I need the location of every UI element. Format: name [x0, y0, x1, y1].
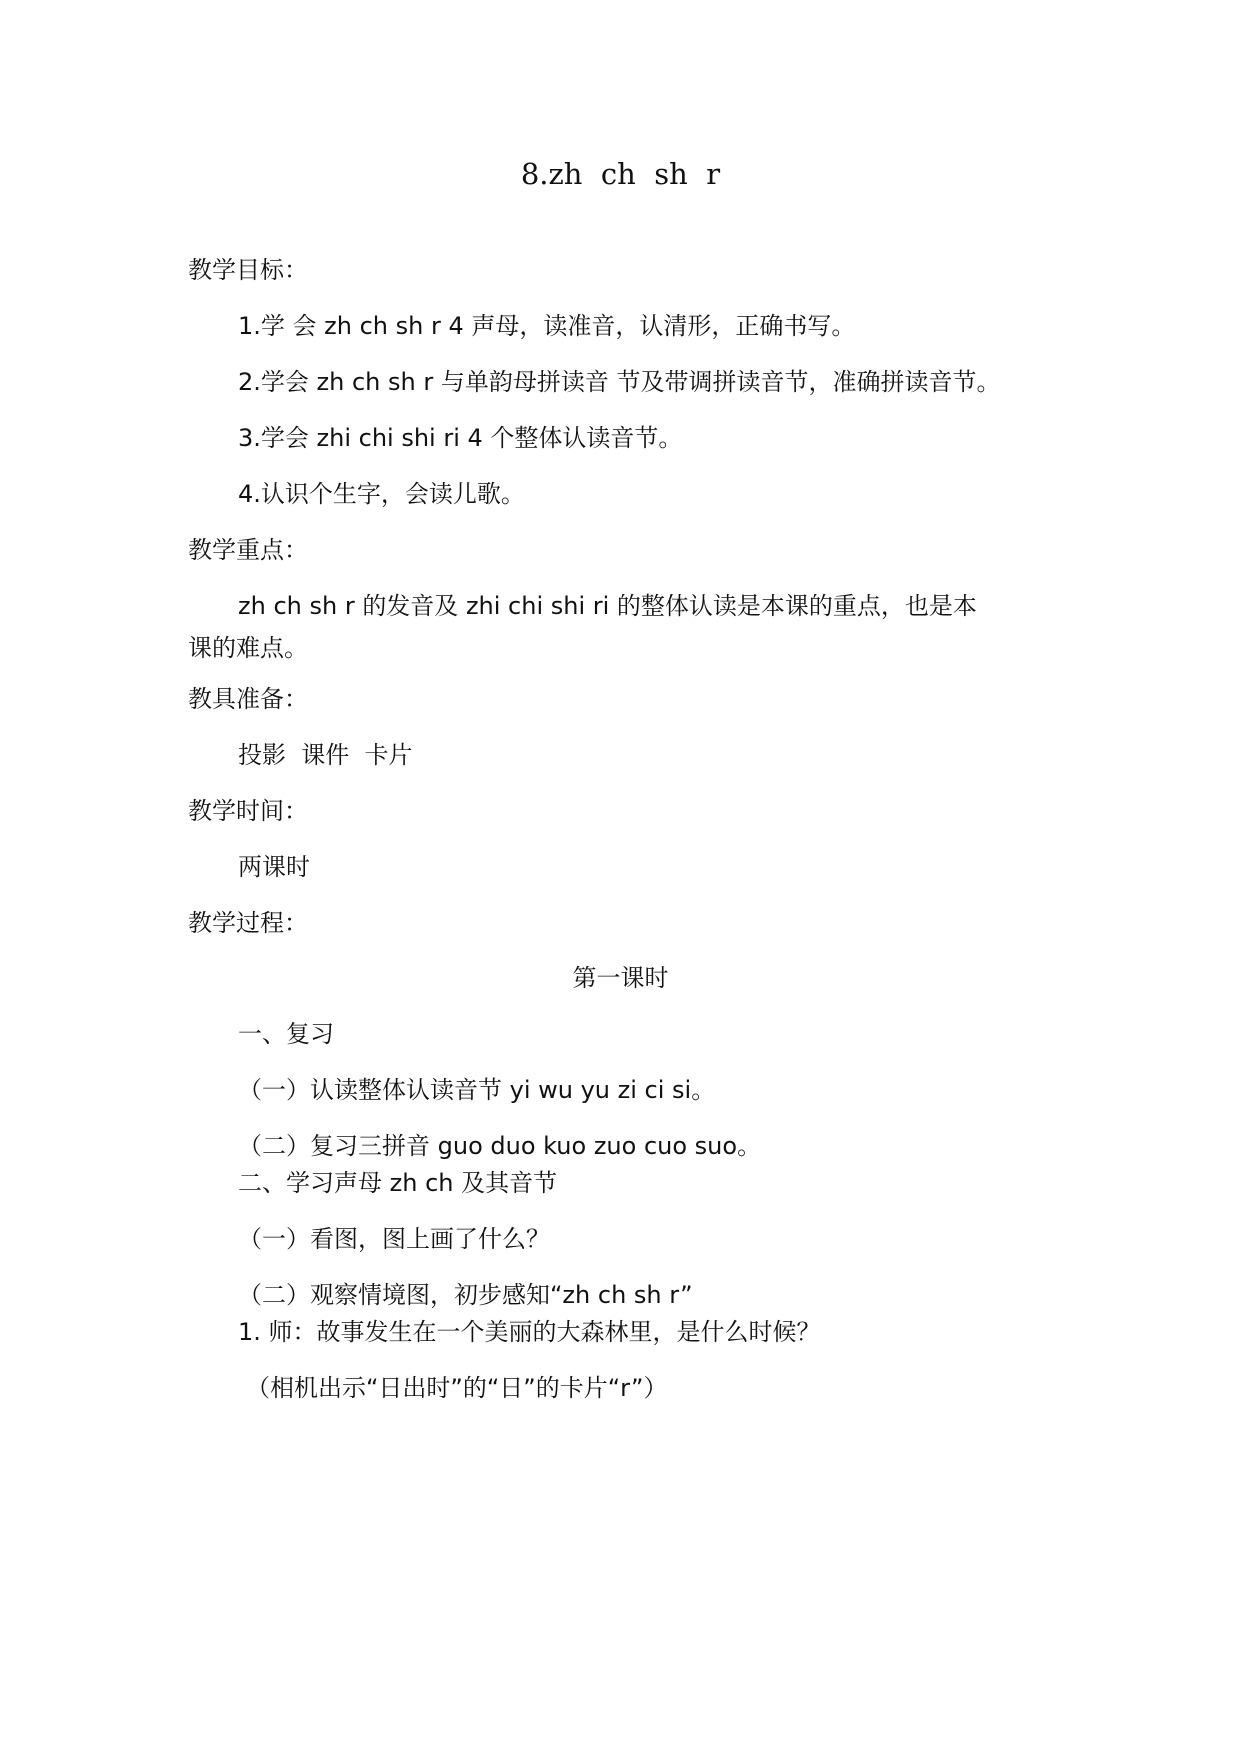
- key-points-text: zh ch sh r 的发音及 zhi chi shi ri 的整体认读是本课的重点，也是本课的难点。: [188, 592, 977, 662]
- process-line-1: 一、复习: [238, 1020, 334, 1048]
- objective-item-4: 4.认识个生字，会读儿歌。: [238, 480, 525, 508]
- process-line-3: （二）复习三拼音 guo duo kuo zuo cuo suo。: [238, 1132, 762, 1160]
- objective-item-3: 3.学会 zhi chi shi ri 4 个整体认读音节。: [238, 424, 683, 452]
- materials-text: 投影 课件 卡片: [238, 741, 413, 769]
- lesson-title: 第一课时: [572, 964, 669, 992]
- process-line-7: 1. 师：故事发生在一个美丽的大森林里，是什么时候？: [238, 1318, 821, 1346]
- time-text: 两课时: [238, 853, 310, 881]
- process-line-4: 二、学习声母 zh ch 及其音节: [238, 1169, 558, 1197]
- objectives-heading: 教学目标：: [188, 256, 308, 284]
- process-line-2: （一）认读整体认读音节 yi wu yu zi ci si。: [238, 1076, 716, 1104]
- key-points-heading: 教学重点：: [188, 536, 308, 564]
- materials-heading: 教具准备：: [188, 685, 308, 713]
- page-title: 8.zh ch sh r: [520, 157, 721, 191]
- process-line-6: （二）观察情境图，初步感知“zh ch sh r”: [238, 1281, 693, 1309]
- process-heading: 教学过程：: [188, 909, 308, 937]
- process-line-5: （一）看图，图上画了什么？: [238, 1225, 550, 1253]
- objective-item-2: 2.学会 zh ch sh r 与单韵母拼读音 节及带调拼读音节，准确拼读音节。: [238, 368, 1001, 396]
- time-heading: 教学时间：: [188, 797, 308, 825]
- objective-item-1: 1.学 会 zh ch sh r 4 声母，读准音，认清形，正确书写。: [238, 312, 856, 340]
- process-line-8: （相机出示“日出时”的“日”的卡片“r”）: [246, 1374, 668, 1402]
